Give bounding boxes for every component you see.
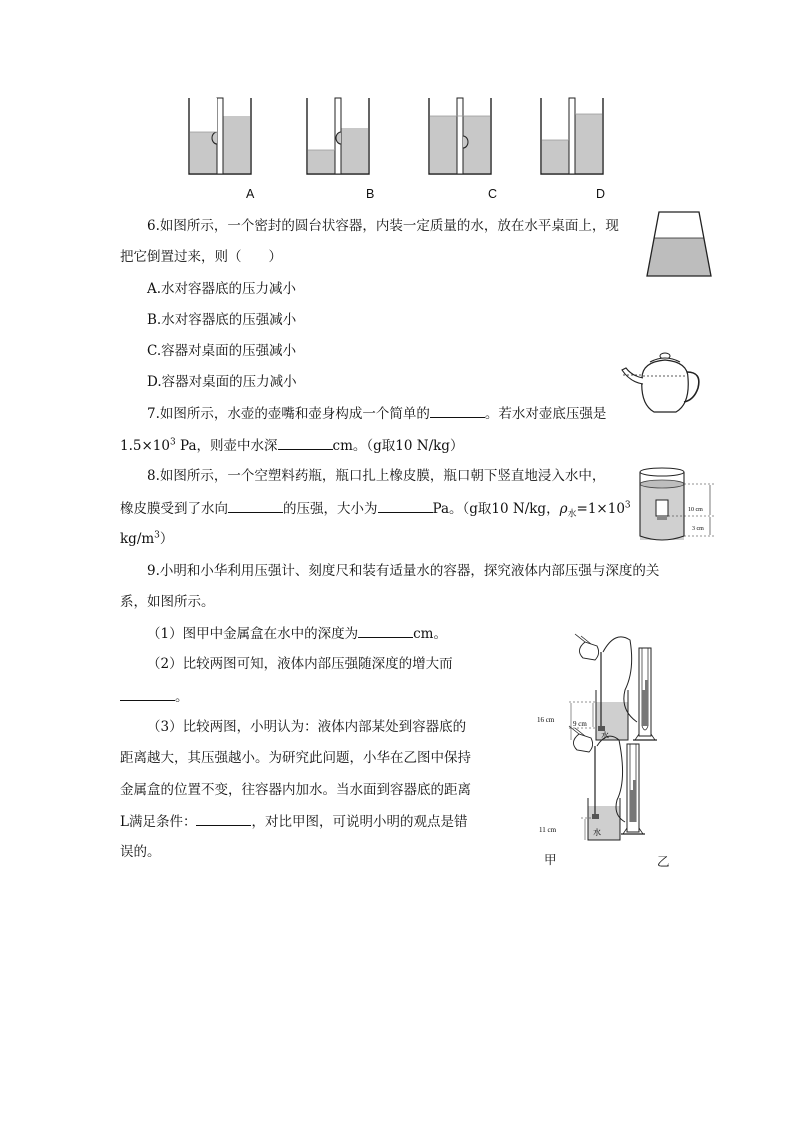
q8-blank-2[interactable]	[378, 498, 433, 513]
option-label-b: B	[366, 187, 375, 201]
q7-line1-post: 。若水对壶底压强是	[484, 406, 607, 422]
q9-part3-line1: （3）比较两图，小明认为：液体内部某处到容器底的	[147, 719, 467, 735]
q9-line2: 系，如图所示。	[120, 594, 215, 610]
q8-fig-label-10cm: 10 cm	[688, 507, 703, 513]
setup-jia	[537, 634, 657, 740]
setup-yi	[539, 726, 645, 840]
beaker-a	[189, 98, 251, 174]
q9-part3-line4	[120, 811, 467, 832]
q8-line3-pre: kg/m	[120, 531, 155, 547]
q9-part1	[147, 623, 447, 644]
q8-line3-exponent: 3	[154, 530, 160, 541]
q8-line2-tail: =1×10	[576, 501, 625, 517]
medicine-bottle-figure	[630, 464, 722, 544]
q8-line3-post: ）	[159, 531, 174, 547]
q8-line2-exponent: 3	[624, 500, 631, 511]
q7-line1-pre: 7.如图所示，水壶的壶嘴和壶身构成一个简单的	[147, 406, 430, 422]
option-label-a: A	[246, 187, 255, 201]
yi-water-label: 水	[593, 828, 601, 837]
q6-option-c: C.容器对桌面的压强减小	[147, 343, 297, 359]
jia-water-label: 水	[601, 731, 609, 740]
beaker-b	[307, 98, 369, 174]
q7-blank-2[interactable]	[278, 435, 333, 450]
q9-part3-line2: 距离越大，其压强越小。为研究此问题，小华在乙图中保持	[120, 750, 471, 766]
q7-exponent: 3	[169, 437, 176, 448]
q9-part3-line5: 误的。	[120, 844, 161, 860]
q8-line2	[120, 498, 631, 519]
figure-label-jia: 甲	[544, 853, 557, 867]
beaker-c	[429, 98, 491, 174]
q6-stem-line2: 把它倒置过来，则（ ）	[120, 249, 282, 265]
q8-rho: ρ	[559, 501, 568, 517]
q7-blank-1[interactable]	[430, 403, 485, 418]
q8-rho-sub: 水	[567, 509, 577, 520]
q9-part2-line2	[120, 686, 189, 707]
q9-blank-3[interactable]	[196, 811, 251, 826]
yi-height-label: 11 cm	[539, 826, 557, 834]
q7-line2-pre: 1.5×10	[120, 438, 170, 454]
q8-line2-mid: 的压强，大小为	[283, 501, 378, 517]
jia-depth-label: 9 cm	[573, 720, 587, 728]
q6-option-a: A.水对容器底的压力减小	[147, 281, 297, 297]
q9-blank-2[interactable]	[120, 686, 175, 701]
q7-line2-post: cm。（g取10 N/kg）	[332, 438, 464, 454]
option-label-d: D	[596, 187, 606, 201]
q8-line2-post: Pa。（g取10 N/kg，	[432, 501, 560, 517]
q8-fig-label-3cm: 3 cm	[692, 526, 704, 532]
teapot-figure	[620, 346, 704, 418]
beaker-d	[541, 98, 603, 174]
pressure-gauge-figure	[535, 630, 685, 870]
q8-blank-1[interactable]	[228, 498, 283, 513]
frustum-container-figure	[640, 208, 720, 280]
q9-part3-line3: 金属盒的位置不变，往容器内加水。当水面到容器底的距离	[120, 782, 471, 798]
q9-line1: 9.小明和小华利用压强计、刻度尺和装有适量水的容器，探究液体内部压强与深度的关	[147, 563, 660, 579]
q8-line1: 8.如图所示，一个空塑料药瓶，瓶口扎上橡皮膜，瓶口朝下竖直地浸入水中，	[147, 468, 606, 484]
figure-label-yi: 乙	[657, 855, 670, 869]
beaker-figures	[180, 94, 620, 180]
q9-part3-line4-post: ，对比甲图，可说明小明的观点是错	[251, 814, 468, 830]
q7-line1	[147, 403, 606, 424]
q9-part3-line4-pre: L满足条件：	[120, 814, 197, 830]
q9-part2-post: 。	[175, 689, 189, 705]
q6-stem-line1: 6.如图所示，一个密封的圆台状容器，内装一定质量的水，放在水平桌面上，现	[147, 218, 619, 234]
q7-line2	[120, 435, 463, 456]
q6-option-b: B.水对容器底的压强减小	[147, 312, 297, 328]
q9-part1-post: cm。	[413, 626, 447, 642]
option-label-c: C	[488, 187, 498, 201]
q7-line2-mid: Pa，则壶中水深	[175, 438, 278, 454]
q8-line3	[120, 529, 173, 549]
q9-part2-line1: （2）比较两图可知，液体内部压强随深度的增大而	[147, 656, 453, 672]
q6-option-d: D.容器对桌面的压力减小	[147, 374, 297, 390]
q9-blank-1[interactable]	[358, 623, 413, 638]
q8-line2-pre: 橡皮膜受到了水向	[120, 501, 228, 517]
jia-total-label: 16 cm	[537, 716, 555, 724]
q9-part1-pre: （1）图甲中金属盒在水中的深度为	[147, 626, 359, 642]
